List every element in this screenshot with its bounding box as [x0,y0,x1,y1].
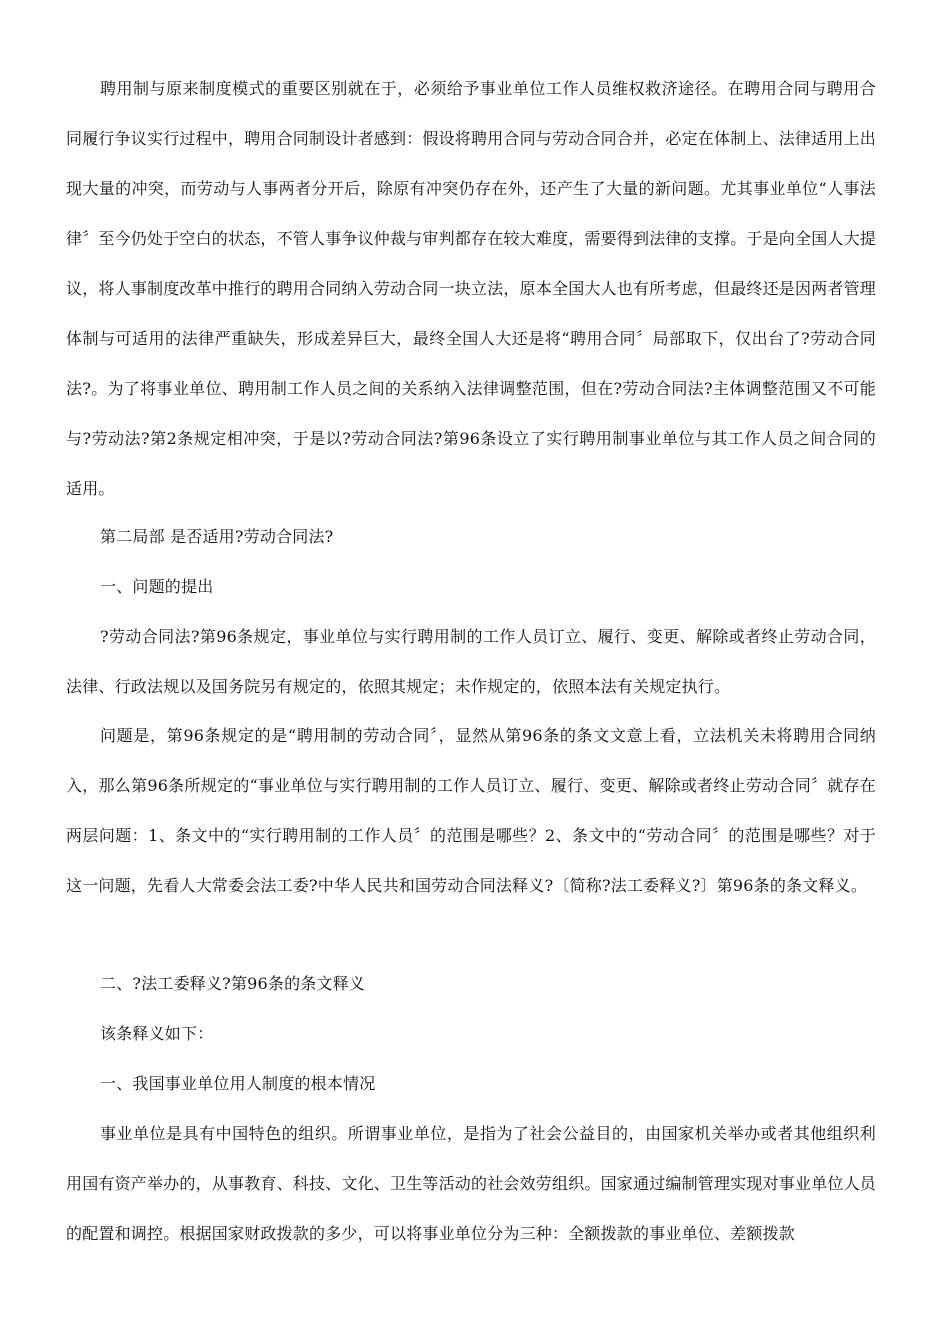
subheading-interpretation: 二、?法工委释义?第96条的条文释义 [100,974,366,993]
paragraph-public-institutions: 事业单位是具有中国特色的组织。所谓事业单位，是指为了社会公益目的，由国家机关举办或者其他组织利用国有资产举办的，从事教育、科技、文化、卫生等活动的社会效劳组织。国家通过编制管理实现对事业单位人员的配置和调控。根据国家财政拨款的多少，可以将事业单位分为三种：全额拨款的事业单位、差额拨款 [66,1124,877,1243]
subheading-basic-situation: 一、我国事业单位用人制度的根本情况 [100,1074,376,1093]
subheading-question: 一、问题的提出 [100,577,214,596]
section-heading-part-two: 第二局部 是否适用?劳动合同法? [100,527,334,546]
paragraph-problem: 问题是，第96条规定的是“聘用制的劳动合同〞，显然从第96条的条文文意上看，立法机关未将聘用合同纳入，那么第96条所规定的“事业单位与实行聘用制的工作人员订立、履行、变更、解除或者终止劳动合同〞就存在两层问题：1、条文中的“实行聘用制的工作人员〞的范围是哪些？2、条文中的“劳动合同〞的范围是哪些？对于这一问题，先看人大常委会法工委?中华人民共和国劳动合同法释义?〔简称?法工委释义?〕第96条的条文释义。 [66,726,876,895]
paragraph-intro: 聘用制与原来制度模式的重要区别就在于，必须给予事业单位工作人员维权救济途径。在聘用合同与聘用合同履行争议实行过程中，聘用合同制设计者感到：假设将聘用合同与劳动合同合并，必定在体制上、法律适用上出现大量的冲突，而劳动与人事两者分开后，除原有冲突仍存在外，还产生了大量的新问题。尤其事业单位“人事法律〞至今仍处于空白的状态，不管人事争议仲裁与审判都存在较大难度，需要得到法律的支撑。于是向全国人大提议，将人事制度改革中推行的聘用合同纳入劳动合同一块立法，原本全国大人也有所考虑，但最终还是因两者管理体制与可适用的法律严重缺失，形成差异巨大，最终全国人大还是将“聘用合同〞局部取下，仅出台了?劳动合同法?。为了将事业单位、聘用制工作人员之间的关系纳入法律调整范围，但在?劳动合同法?主体调整范围又不可能与?劳动法?第2条规定相冲突，于是以?劳动合同法?第96条设立了实行聘用制事业单位与其工作人员之间合同的适用。 [66,79,877,498]
paragraph-article-96: ?劳动合同法?第96条规定，事业单位与实行聘用制的工作人员订立、履行、变更、解除或者终止劳动合同，法律、行政法规以及国务院另有规定的，依照其规定；未作规定的，依照本法有关规定执行。 [66,627,876,696]
paragraph-interpretation-intro: 该条释义如下： [100,1024,214,1043]
